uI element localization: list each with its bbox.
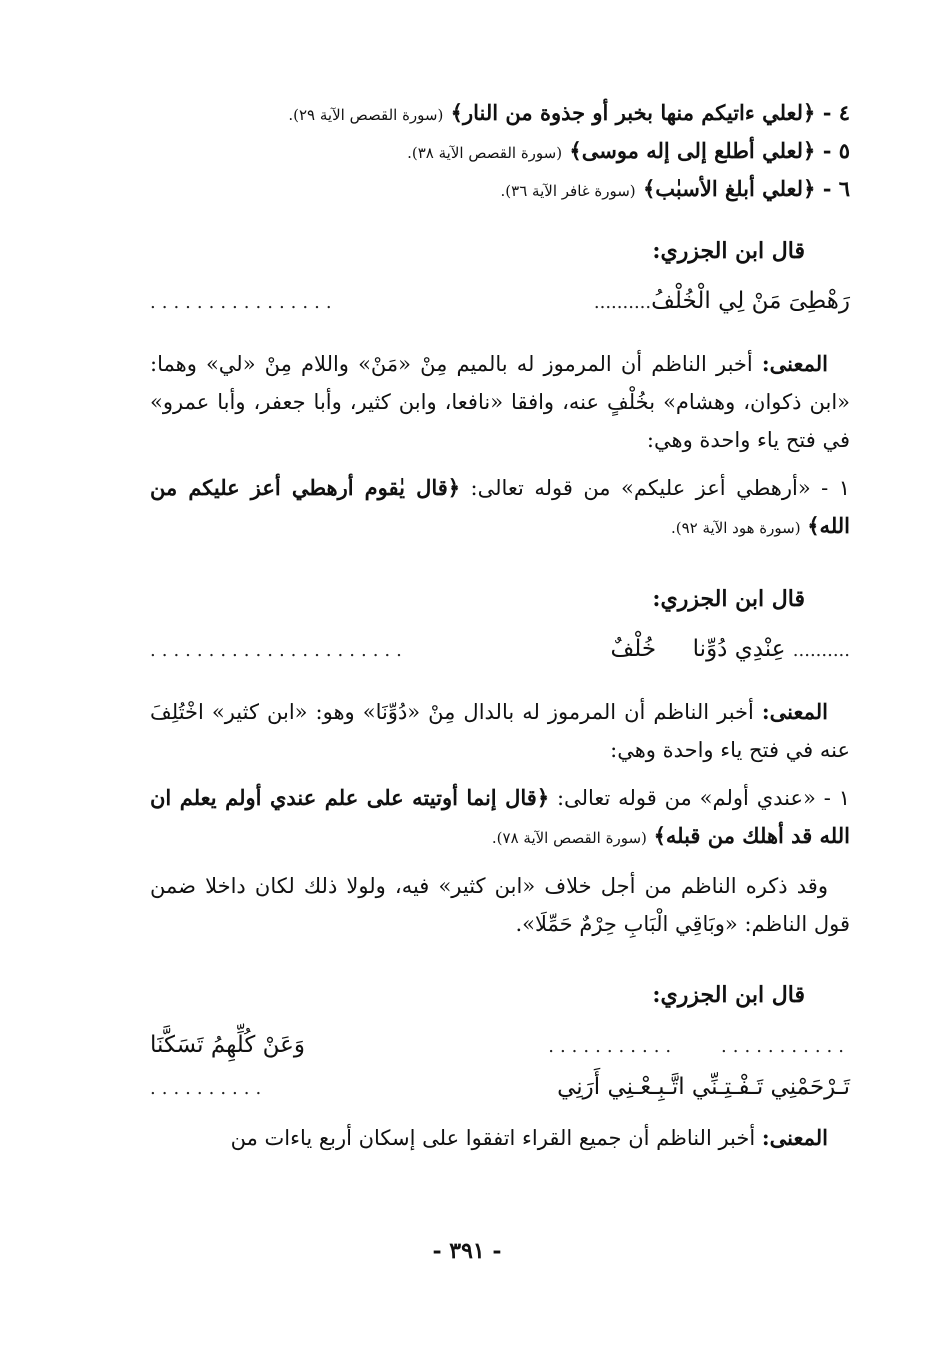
meaning-label: المعنى: <box>761 699 828 724</box>
quran-quote: ﴿لعلي أطلع إلى إله موسى﴾ <box>569 138 816 163</box>
surah-reference: (سورة القصص الآية ٣٨). <box>407 144 563 162</box>
item-number: ٤ - <box>822 100 850 125</box>
meaning-paragraph <box>150 693 850 769</box>
verse-dots: ................ <box>150 292 338 313</box>
verse-text: وَعَنْ كُلِّهِمُ تَسَكَّنَا <box>150 1032 306 1058</box>
quran-quote: ﴿لعلي أبلغ الأسبٰب﴾ <box>642 176 816 201</box>
verse-dots: .......... <box>792 640 850 661</box>
page-number: - ٣٩١ - <box>432 1238 502 1264</box>
note-paragraph <box>150 867 850 943</box>
meaning-paragraph <box>150 1119 850 1157</box>
section-heading: قال ابن الجزري: <box>652 586 805 612</box>
verse-dots: ........... <box>721 1036 850 1057</box>
verse-dots: .......... <box>593 292 652 313</box>
item-number: ٦ - <box>822 176 850 201</box>
verse-text: خُلْفٌ <box>610 636 657 662</box>
poem-verse <box>150 281 850 323</box>
quran-quote: ﴿قال يٰقوم أرهطي أعز عليكم من الله﴾ <box>150 475 850 538</box>
meaning-label: المعنى: <box>761 1125 828 1150</box>
list-item <box>150 779 850 857</box>
verse-list <box>150 95 850 209</box>
section-heading: قال ابن الجزري: <box>652 982 805 1008</box>
poem-verse <box>150 629 850 671</box>
page-body <box>150 95 850 1157</box>
surah-reference: (سورة هود الآية ٩٢). <box>670 519 801 537</box>
verse-dots: ........... <box>548 1036 678 1057</box>
item-number: ٥ - <box>822 138 850 163</box>
surah-reference: (سورة غافر الآية ٣٦). <box>500 182 636 200</box>
list-item <box>150 171 850 209</box>
quran-quote: ﴿لعلي ءاتيكم منها بخبر أو جذوة من النار﴾ <box>450 100 816 125</box>
item-text: «أرهطي أعز عليكم» من قوله تعالى: <box>470 476 811 500</box>
surah-reference: (سورة القصص الآية ٧٨). <box>491 829 647 847</box>
verse-dots: .......... <box>150 1078 268 1099</box>
verse-text: عِنْدِي دُوِّنا <box>692 636 786 662</box>
poem-verse <box>150 1067 850 1109</box>
poem-verse <box>150 1025 850 1067</box>
quran-quote: ﴿قال إنما أوتيته على علم عندي أولم يعلم ان الله قد أهلك من قبله﴾ <box>150 785 850 848</box>
list-item <box>150 95 850 133</box>
meaning-text: أخبر الناظم أن المرموز له بالدال مِنْ «دُوِّنَا» وهو: «ابن كثير» اخْتُلِفَ عنه في فتح ياء واحدة وهي: <box>150 700 850 762</box>
item-text: «عندي أولم» من قوله تعالى: <box>556 786 816 810</box>
meaning-text: أخبر الناظم أن المرموز له بالميم مِنْ «مَنْ» واللام مِنْ «لي» وهما: «ابن ذكوان، وهشام» بخُلْفٍ عنه، وافقا «نافعا، وابن كثير، وأبا جعفر، وأبا عمرو» في فتح ياء واحدة وهي: <box>150 352 850 452</box>
verse-text: رَهْطِىَ مَنْ لِي الْخُلْفُ <box>651 288 850 314</box>
section-heading: قال ابن الجزري: <box>652 238 805 264</box>
item-number: ١ - <box>823 786 850 810</box>
surah-reference: (سورة القصص الآية ٢٩). <box>288 106 444 124</box>
note-text: وقد ذكره الناظم من أجل خلاف «ابن كثير» فيه، ولولا ذلك لكان داخلا ضمن قول الناظم: «وبَاقِي الْبَابِ حِرْمٌ حَمِّلَا». <box>150 874 850 936</box>
meaning-label: المعنى: <box>761 351 828 376</box>
meaning-paragraph <box>150 345 850 459</box>
verse-text: تَـرْحَمْنِي تَـفْـتِـنِّي اتَّـبِـعْـنِي أَرَنِي <box>557 1074 850 1100</box>
item-number: ١ - <box>821 476 850 500</box>
meaning-text: أخبر الناظم أن جميع القراء اتفقوا على إسكان أربع ياءات من <box>230 1126 756 1150</box>
list-item <box>150 133 850 171</box>
verse-dots: ...................... <box>150 640 408 661</box>
list-item <box>150 469 850 547</box>
